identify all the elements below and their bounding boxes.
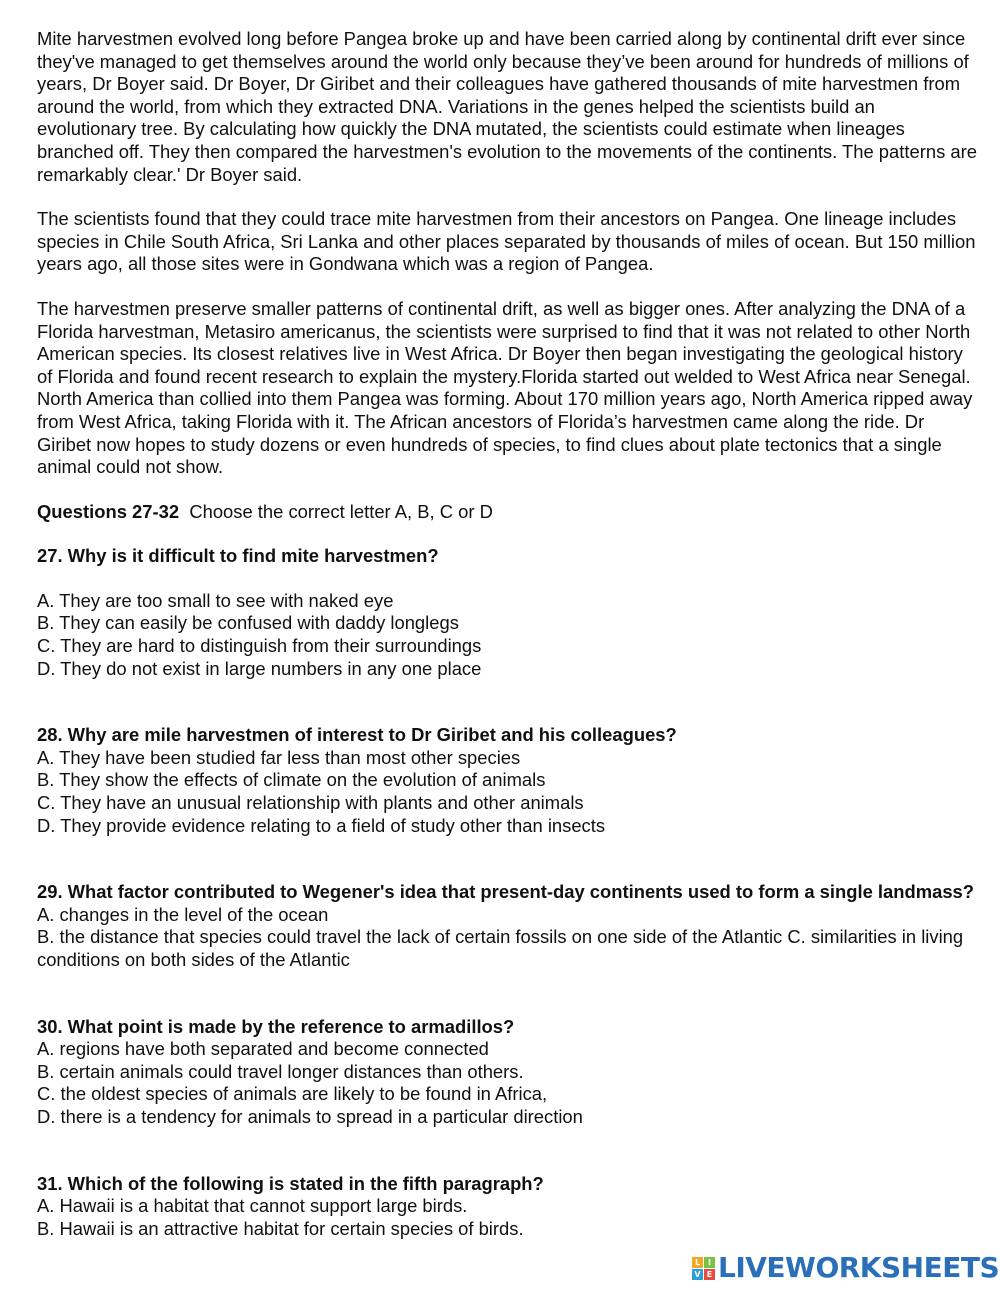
- answer-option[interactable]: D. there is a tendency for animals to spread in a particular direction: [37, 1105, 583, 1127]
- logo-tile: I: [704, 1257, 715, 1268]
- question-30: [37, 1016, 977, 1129]
- answer-option[interactable]: C. They are hard to distinguish from their surroundings: [37, 635, 482, 657]
- logo-tile: L: [692, 1257, 703, 1268]
- worksheet-content: [37, 28, 977, 1240]
- question-title: 30. What point is made by the reference to armadillos?: [37, 1015, 515, 1037]
- passage-paragraph: Mite harvestmen evolved long before Pangea broke up and have been carried along by continental drift ever since they've managed to get themselves around the world only because they’ve been around for hundreds of millions of years, Dr Boyer said. Dr Boyer, Dr Giribet and their colleagues have gathered thousands of mite harvestmen from around the world, from which they extracted DNA. Variations in the genes helped the scientists build an evolutionary tree. By calculating how quickly the DNA mutated, the scientists could estimate when lineages branched off. They then compared the harvestmen's evolution to the movements of the continents. The patterns are remarkably clear.' Dr Boyer said.: [37, 28, 977, 185]
- logo-tile: E: [704, 1269, 715, 1280]
- passage-paragraph: The scientists found that they could trace mite harvestmen from their ancestors on Pangea. One lineage includes species in Chile South Africa, Sri Lanka and other places separated by thousands of miles of ocean. But 150 million years ago, all those sites were in Gondwana which was a region of Pangea.: [37, 208, 976, 275]
- question-28: [37, 724, 977, 837]
- question-29: [37, 881, 977, 971]
- answer-option[interactable]: A. Hawaii is a habitat that cannot support large birds.: [37, 1195, 468, 1217]
- questions-range-label: Questions 27-32: [37, 500, 180, 522]
- question-title: 29. What factor contributed to Wegener's idea that present-day continents used to form a single landmass?: [37, 881, 975, 903]
- liveworksheets-logo: [692, 1252, 999, 1284]
- question-title: 31. Which of the following is stated in the fifth paragraph?: [37, 1172, 544, 1194]
- question-title: 27. Why is it difficult to find mite harvestmen?: [37, 545, 439, 567]
- answer-option[interactable]: B. certain animals could travel longer distances than others.: [37, 1060, 524, 1082]
- passage-paragraph: The harvestmen preserve smaller patterns of continental drift, as well as bigger ones. After analyzing the DNA of a Florida harvestman, Metasiro americanus, the scientists were surprised to find that it was not related to other North American species. Its closest relatives live in West Africa. Dr Boyer then began investigating the geological history of Florida and found recent research to explain the mystery.Florida started out welded to West Africa near Senegal. North America than collied into them Pangea was forming. About 170 million years ago, North America ripped away from West Africa, taking Florida with it. The African ancestors of Florida’s harvestmen came along the ride. Dr Giribet now hopes to study dozens or even hundreds of species, to find clues about plate tectonics that a single animal could not show.: [37, 297, 973, 478]
- answer-option[interactable]: C. the oldest species of animals are likely to be found in Africa,: [37, 1083, 548, 1105]
- questions-heading: [37, 501, 977, 524]
- answer-option[interactable]: B. They can easily be confused with daddy longlegs: [37, 612, 459, 634]
- logo-text: LIVEWORKSHEETS: [718, 1251, 1000, 1284]
- answer-option[interactable]: B. Hawaii is an attractive habitat for certain species of birds.: [37, 1217, 524, 1239]
- answer-option[interactable]: C. They have an unusual relationship with plants and other animals: [37, 792, 584, 814]
- answer-option[interactable]: A. They have been studied far less than most other species: [37, 746, 521, 768]
- answer-option[interactable]: A. regions have both separated and become connected: [37, 1038, 489, 1060]
- question-title: 28. Why are mile harvestmen of interest to Dr Giribet and his colleagues?: [37, 724, 677, 746]
- logo-tiles-icon: [692, 1257, 715, 1280]
- answer-option[interactable]: A. changes in the level of the ocean: [37, 903, 329, 925]
- question-27: [37, 545, 977, 680]
- answer-option[interactable]: D. They provide evidence relating to a field of study other than insects: [37, 814, 606, 836]
- answer-option[interactable]: B. the distance that species could travel the lack of certain fossils on one side of the Atlantic C. similarities in living conditions on both sides of the Atlantic: [37, 926, 964, 970]
- answer-option[interactable]: D. They do not exist in large numbers in any one place: [37, 657, 482, 679]
- questions-instruction: Choose the correct letter A, B, C or D: [189, 500, 493, 522]
- answer-option[interactable]: B. They show the effects of climate on the evolution of animals: [37, 769, 546, 791]
- answer-option[interactable]: A. They are too small to see with naked eye: [37, 589, 394, 611]
- question-31: [37, 1173, 977, 1241]
- logo-tile: V: [692, 1269, 703, 1280]
